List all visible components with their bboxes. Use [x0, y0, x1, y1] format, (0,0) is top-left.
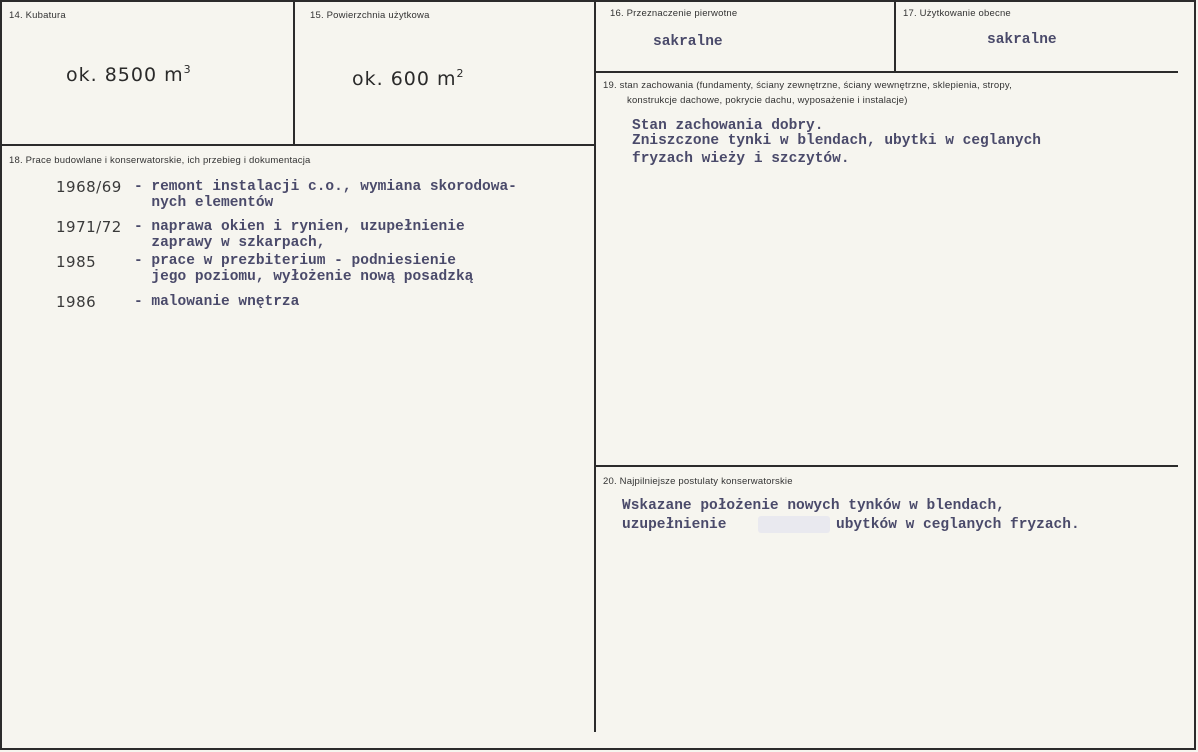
field14-unit-sup: 3 [183, 63, 192, 76]
field18-line-4a: - malowanie wnętrza [134, 294, 300, 310]
field17-value: sakralne [987, 32, 1057, 48]
field18-year-3: 1985 [56, 253, 97, 271]
field18-year-1: 1968/69 [56, 178, 122, 196]
field20-label: 20. Najpilniejsze postulaty konserwatorskie [603, 476, 793, 487]
field15-unit: m [437, 68, 457, 90]
field14-label: 14. Kubatura [9, 10, 66, 21]
rule-top-left-bottom [2, 144, 594, 146]
field14-value [66, 64, 192, 86]
field16-value: sakralne [653, 34, 723, 50]
rule-field20-top [596, 465, 1178, 467]
field20-line-1: Wskazane położenie nowych tynków w blendach, [622, 498, 1005, 514]
field18-line-2b: zaprawy w szkarpach, [134, 235, 326, 251]
field18-year-4: 1986 [56, 293, 97, 311]
field20-line-2b: ubytków w ceglanych fryzach. [836, 517, 1080, 533]
field15-value-text: ok. 600 [352, 68, 430, 90]
field14-value-text: ok. 8500 [66, 64, 158, 86]
field18-line-1b: nych elementów [134, 195, 274, 211]
field20-line-2a: uzupełnienie [622, 517, 727, 533]
field15-value [352, 68, 465, 90]
field18-line-3a: - prace w prezbiterium - podniesienie [134, 253, 456, 269]
field15-label: 15. Powierzchnia użytkowa [310, 10, 430, 21]
rule-top-right-bottom [594, 71, 1178, 73]
field20-erased-word [758, 516, 830, 533]
field17-label: 17. Użytkowanie obecne [903, 8, 1011, 19]
field19-label-line1: 19. stan zachowania (fundamenty, ściany zewnętrzne, ściany wewnętrzne, sklepienia, stropy, [603, 80, 1012, 91]
field18-line-3b: jego poziomu, wyłożenie nową posadzką [134, 269, 474, 285]
field18-line-1a: - remont instalacji c.o., wymiana skorodowa- [134, 179, 517, 195]
field19-label-line2: konstrukcje dachowe, pokrycie dachu, wyposażenie i instalacje) [627, 95, 908, 106]
rule-v-main [594, 2, 596, 732]
field19-line-1: Stan zachowania dobry. [632, 118, 824, 134]
rule-v-16-17 [894, 2, 896, 72]
field18-label: 18. Prace budowlane i konserwatorskie, ich przebieg i dokumentacja [9, 155, 311, 166]
field16-label: 16. Przeznaczenie pierwotne [610, 8, 738, 19]
rule-v-14-15 [293, 2, 295, 145]
field19-line-2: Zniszczone tynki w blendach, ubytki w ceglanych [632, 133, 1041, 149]
field19-line-3: fryzach wieży i szczytów. [632, 151, 850, 167]
field18-year-2: 1971/72 [56, 218, 122, 236]
field14-unit: m [164, 64, 184, 86]
field18-line-2a: - naprawa okien i rynien, uzupełnienie [134, 219, 465, 235]
field15-unit-sup: 2 [456, 67, 465, 80]
